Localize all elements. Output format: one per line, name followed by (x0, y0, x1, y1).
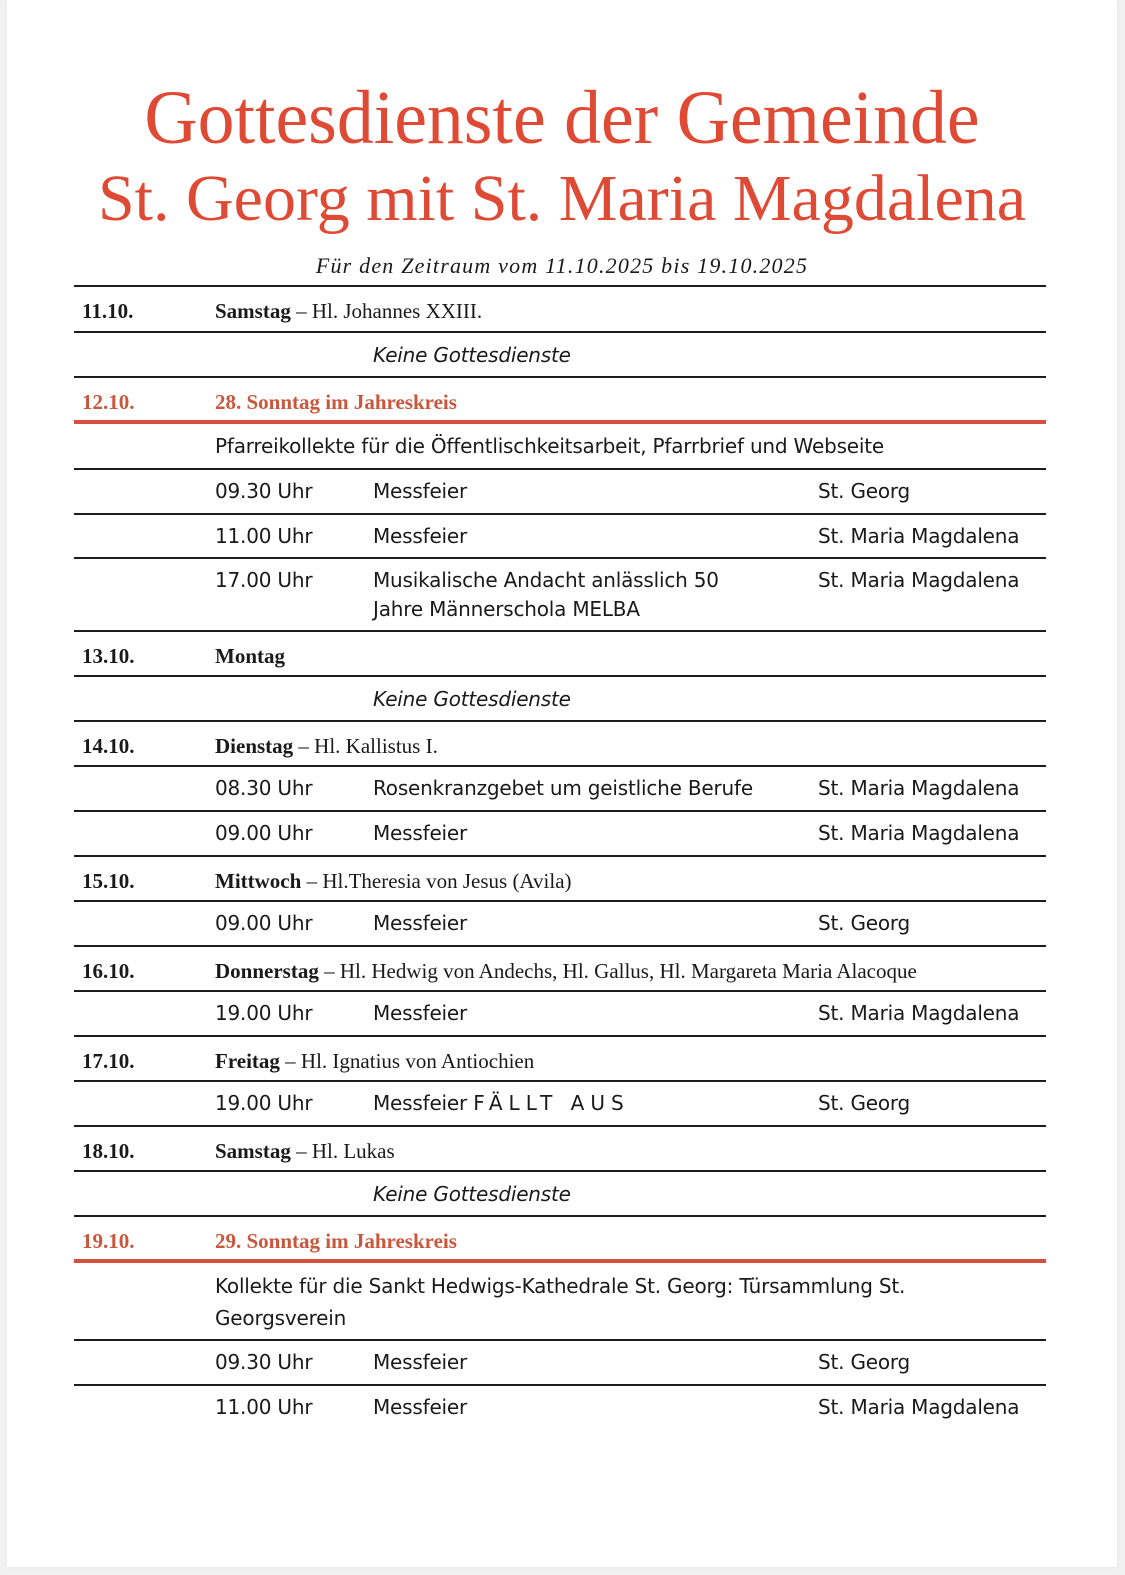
day-title (215, 644, 285, 669)
note-row (74, 675, 1046, 720)
service-description: Messfeier (373, 1395, 468, 1419)
service-location: St. Georg (818, 479, 911, 503)
day-header-row (74, 285, 1046, 331)
day-header-row (74, 855, 1046, 900)
service-row (74, 810, 1046, 855)
service-location: St. Maria Magdalena (818, 1001, 1020, 1025)
service-time: 09.00 Uhr (215, 911, 313, 935)
day-title (215, 734, 438, 759)
page-subtitle: St. Georg mit St. Maria Magdalena (97, 162, 1027, 235)
service-description (373, 1089, 793, 1118)
note-row (74, 1170, 1046, 1215)
service-description: Messfeier (373, 1001, 468, 1025)
service-location: St. Georg (818, 1091, 911, 1115)
day-date: 18.10. (82, 1139, 135, 1163)
day-title (215, 959, 917, 984)
weekday: Mittwoch (215, 869, 302, 893)
collection-row (74, 424, 1046, 468)
service-description: Musikalische Andacht anlässlich 50 Jahre Männerschola MELBA (373, 568, 719, 621)
day-title (215, 869, 572, 894)
service-description: Messfeier (373, 524, 468, 548)
day-date: 16.10. (82, 959, 135, 983)
collection-note: Pfarreikollekte für die Öffentlischkeitsarbeit, Pfarrbrief und Webseite (215, 434, 884, 458)
service-time: 09.00 Uhr (215, 821, 313, 845)
saint-of-day: – Hl.Theresia von Jesus (Avila) (306, 869, 572, 893)
sunday-header-row (74, 1215, 1046, 1263)
day-header-row (74, 1125, 1046, 1170)
day-date: 12.10. (82, 390, 135, 414)
weekday: Freitag (215, 1049, 280, 1073)
service-row (74, 513, 1046, 557)
day-header-row (74, 1035, 1046, 1080)
service-time: 08.30 Uhr (215, 776, 313, 800)
collection-row (74, 1263, 1046, 1339)
service-time: 17.00 Uhr (215, 568, 313, 592)
service-time: 09.30 Uhr (215, 479, 313, 503)
service-location: St. Maria Magdalena (818, 821, 1020, 845)
sunday-title: 28. Sonntag im Jahreskreis (215, 390, 457, 414)
service-location: St. Georg (818, 1350, 911, 1374)
service-time: 11.00 Uhr (215, 1395, 313, 1419)
saint-of-day: – Hl. Hedwig von Andechs, Hl. Gallus, Hl. Margareta Maria Alacoque (324, 959, 917, 983)
weekday: Montag (215, 644, 285, 668)
no-services-note: Keine Gottesdienste (373, 687, 571, 711)
service-description: Messfeier (373, 1350, 468, 1374)
cancelled-label: FÄLLT AUS (473, 1091, 630, 1115)
service-row (74, 1339, 1046, 1384)
day-title (215, 1049, 534, 1074)
weekday: Samstag (215, 1139, 291, 1163)
schedule-table (74, 285, 1046, 1429)
service-location: St. Georg (818, 911, 911, 935)
day-title (215, 1139, 395, 1164)
saint-of-day: – Hl. Lukas (296, 1139, 395, 1163)
service-time: 11.00 Uhr (215, 524, 313, 548)
service-time: 09.30 Uhr (215, 1350, 313, 1374)
service-description: Messfeier (373, 911, 468, 935)
day-date: 15.10. (82, 869, 135, 893)
day-title (215, 299, 482, 324)
page-title: Gottesdienste der Gemeinde (144, 76, 980, 160)
service-description-text: Messfeier (373, 1091, 468, 1115)
saint-of-day: – Hl. Kallistus I. (298, 734, 438, 758)
day-date: 17.10. (82, 1049, 135, 1073)
service-time: 19.00 Uhr (215, 1091, 313, 1115)
service-time: 19.00 Uhr (215, 1001, 313, 1025)
service-location: St. Maria Magdalena (818, 1395, 1020, 1419)
period-text: Für den Zeitraum vom 11.10.2025 bis 19.10.2025 (315, 253, 809, 278)
saint-of-day: – Hl. Ignatius von Antiochien (285, 1049, 535, 1073)
sunday-header-row (74, 376, 1046, 424)
no-services-note: Keine Gottesdienste (373, 343, 571, 367)
day-header-row (74, 720, 1046, 765)
day-header-row (74, 630, 1046, 675)
saint-of-day: – Hl. Johannes XXIII. (296, 299, 483, 323)
service-location: St. Maria Magdalena (818, 776, 1020, 800)
service-row (74, 557, 1046, 630)
day-header-row (74, 945, 1046, 990)
weekday: Donnerstag (215, 959, 319, 983)
service-row (74, 900, 1046, 945)
day-date: 19.10. (82, 1229, 135, 1253)
weekday: Samstag (215, 299, 291, 323)
day-date: 13.10. (82, 644, 135, 668)
day-date: 11.10. (82, 299, 134, 323)
day-date: 14.10. (82, 734, 135, 758)
service-row (74, 1080, 1046, 1125)
service-row (74, 468, 1046, 513)
service-row (74, 765, 1046, 810)
note-row (74, 331, 1046, 376)
service-row (74, 1384, 1046, 1429)
no-services-note: Keine Gottesdienste (373, 1182, 571, 1206)
service-location: St. Maria Magdalena (818, 568, 1020, 592)
weekday: Dienstag (215, 734, 294, 758)
service-description: Messfeier (373, 821, 468, 845)
service-row (74, 990, 1046, 1035)
service-description: Rosenkranzgebet um geistliche Berufe (373, 776, 753, 800)
collection-note: Kollekte für die Sankt Hedwigs-Kathedrale St. Georg: Türsammlung St. Georgsverein (215, 1274, 906, 1330)
sunday-title: 29. Sonntag im Jahreskreis (215, 1229, 457, 1253)
service-location: St. Maria Magdalena (818, 524, 1020, 548)
service-description: Messfeier (373, 479, 468, 503)
document-page (7, 0, 1117, 1567)
